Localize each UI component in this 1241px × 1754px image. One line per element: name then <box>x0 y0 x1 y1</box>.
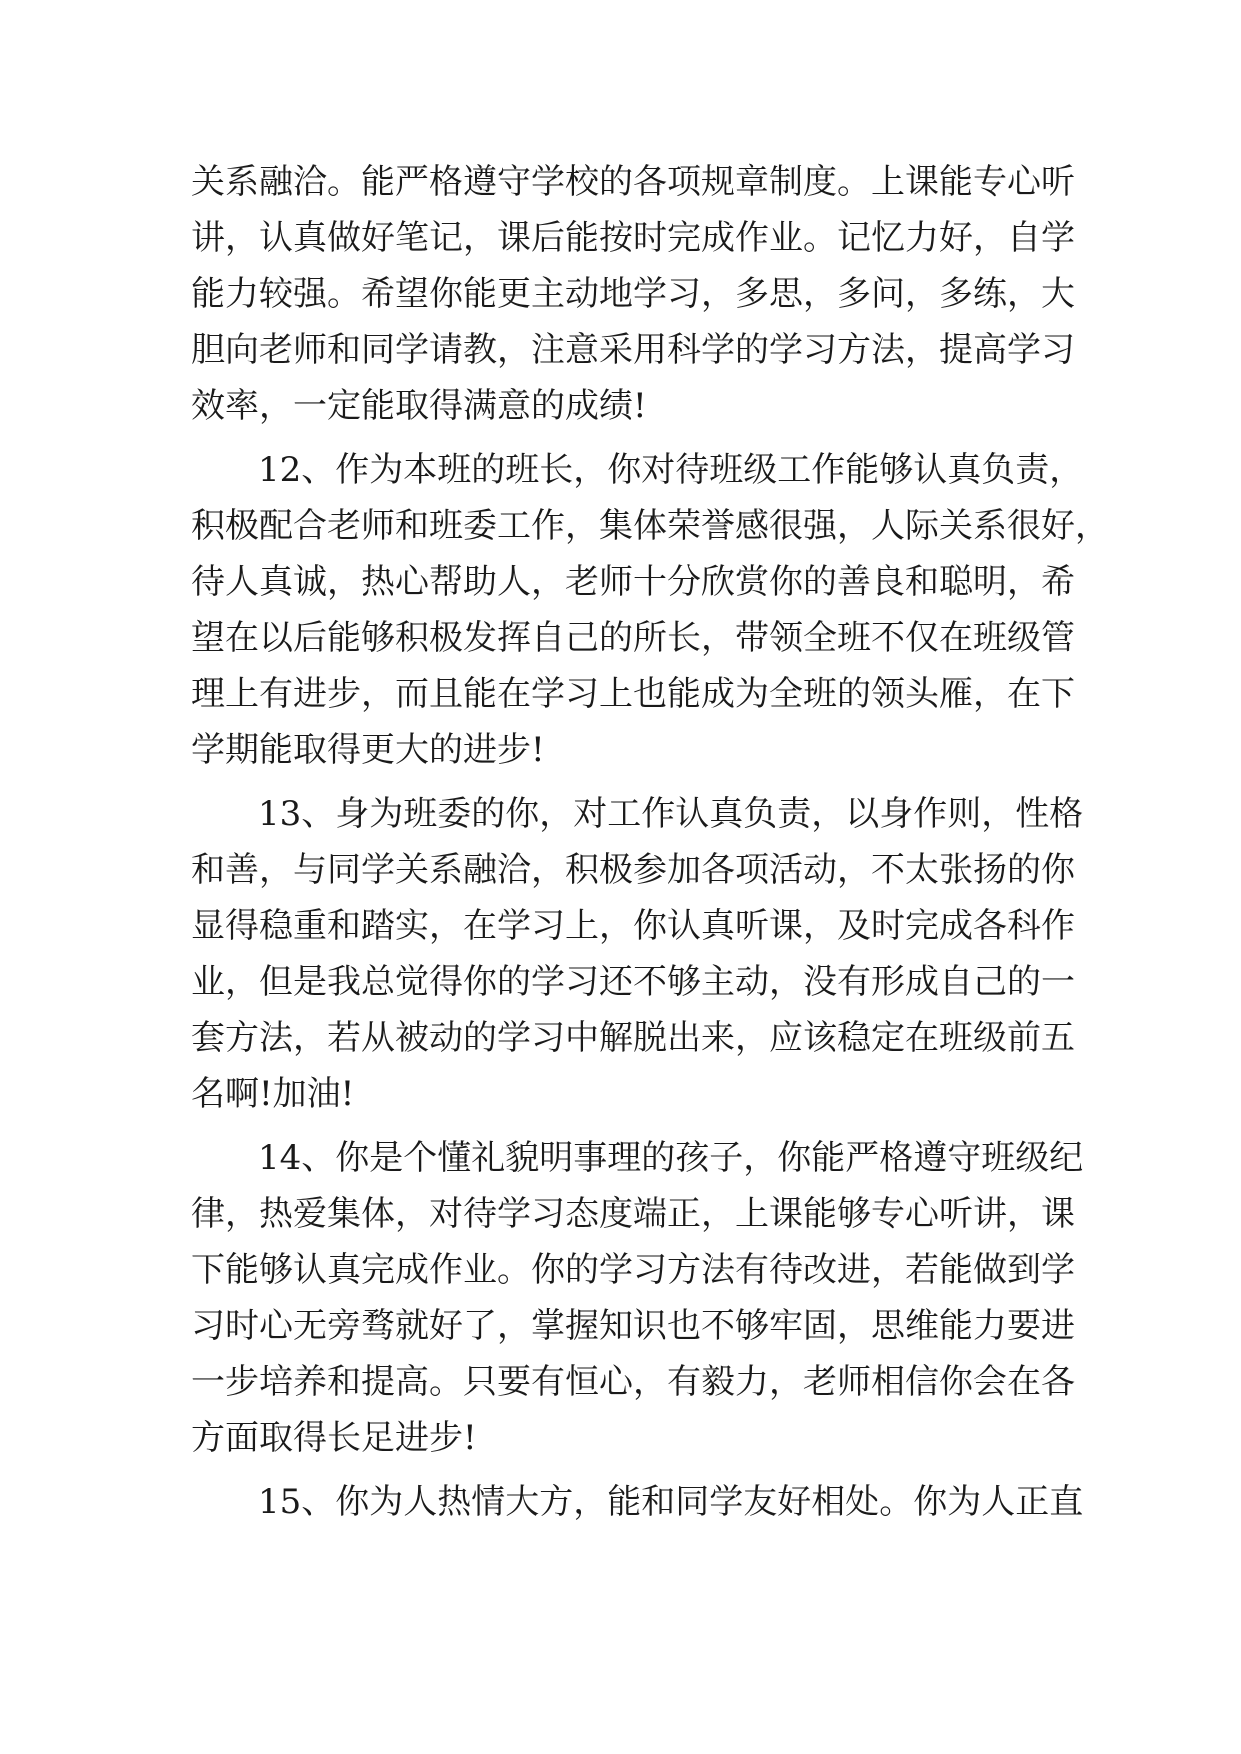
paragraph-13-first-line: 13、身为班委的你，对工作认真负责，以身作则，性格 <box>258 794 1084 834</box>
text-line: 方面取得长足进步! <box>191 1418 477 1458</box>
text-line: 名啊!加油! <box>191 1074 355 1114</box>
text-line: 一步培养和提高。只要有恒心，有毅力，老师相信你会在各 <box>191 1362 1075 1402</box>
paragraph-12-first-line: 12、作为本班的班长，你对待班级工作能够认真负责， <box>258 450 1084 490</box>
text-line: 待人真诚，热心帮助人，老师十分欣赏你的善良和聪明，希 <box>191 562 1075 602</box>
text-line: 习时心无旁骛就好了，掌握知识也不够牢固，思维能力要进 <box>191 1306 1075 1346</box>
text-line: 能力较强。希望你能更主动地学习，多思，多问，多练，大 <box>191 274 1075 314</box>
paragraph-14-first-line: 14、你是个懂礼貌明事理的孩子，你能严格遵守班级纪 <box>258 1138 1084 1178</box>
text-line: 积极配合老师和班委工作，集体荣誉感很强，人际关系很好， <box>191 506 1109 546</box>
text-line: 理上有进步，而且能在学习上也能成为全班的领头雁，在下 <box>191 674 1075 714</box>
text-line: 业，但是我总觉得你的学习还不够主动，没有形成自己的一 <box>191 962 1075 1002</box>
text-line: 望在以后能够积极发挥自己的所长，带领全班不仅在班级管 <box>191 618 1075 658</box>
text-line: 套方法，若从被动的学习中解脱出来，应该稳定在班级前五 <box>191 1018 1075 1058</box>
text-line: 胆向老师和同学请教，注意采用科学的学习方法，提高学习 <box>191 330 1075 370</box>
text-line: 效率，一定能取得满意的成绩! <box>191 386 647 426</box>
text-line: 律，热爱集体，对待学习态度端正，上课能够专心听讲，课 <box>191 1194 1075 1234</box>
paragraph-15-first-line: 15、你为人热情大方，能和同学友好相处。你为人正直 <box>258 1482 1084 1522</box>
text-line: 和善，与同学关系融洽，积极参加各项活动，不太张扬的你 <box>191 850 1075 890</box>
text-line: 学期能取得更大的进步! <box>191 730 545 770</box>
text-line: 下能够认真完成作业。你的学习方法有待改进，若能做到学 <box>191 1250 1075 1290</box>
text-line: 关系融洽。能严格遵守学校的各项规章制度。上课能专心听 <box>191 162 1075 202</box>
text-line: 显得稳重和踏实，在学习上，你认真听课，及时完成各科作 <box>191 906 1075 946</box>
text-line: 讲，认真做好笔记，课后能按时完成作业。记忆力好，自学 <box>191 218 1075 258</box>
